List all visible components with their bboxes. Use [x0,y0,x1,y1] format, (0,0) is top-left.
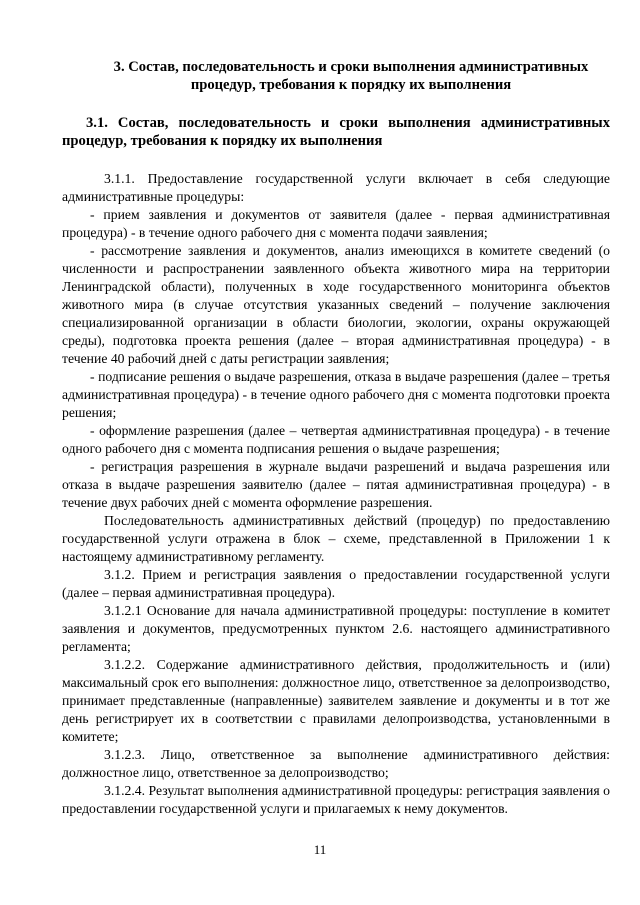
section-title-line2: процедур, требования к порядку их выполнения [190,77,512,93]
paragraph-3-1-2-3: 3.1.2.3. Лицо, ответственное за выполнение административного действия: должностное лицо, ответственное за делопроизводство; [62,747,610,780]
paragraph-3-1-2-1: 3.1.2.1 Основание для начала административной процедуры: поступление в комитет заявления и документов, предусмотренных пунктом 2.6. настоящего административного регламента; [62,603,610,654]
list-item-procedure-1: - прием заявления и документов от заявителя (далее - первая административная процедура) - в течение одного рабочего дня с момента подачи заявления; [62,207,610,240]
list-item-procedure-5: - регистрация разрешения в журнале выдачи разрешений и выдача разрешения или отказа в выдаче разрешения заявителю (далее – пятая административная процедура) - в течение двух рабочих дней с момента оформление разрешения. [62,459,610,510]
section-title-line1: 3. Состав, последовательность и сроки выполнения административных [113,59,589,75]
paragraph-3-1-2-4: 3.1.2.4. Результат выполнения административной процедуры: регистрация заявления о предоставлении государственной услуги и прилагаемых к нему документов. [62,783,610,816]
paragraph-3-1-2: 3.1.2. Прием и регистрация заявления о предоставлении государственной услуги (далее – первая административная процедура). [62,567,610,600]
section-title [62,58,610,94]
list-item-procedure-3: - подписание решения о выдаче разрешения, отказа в выдаче разрешения (далее – третья административная процедура) - в течение одного рабочего дня с момента подготовки проекта решения; [62,369,610,420]
paragraph-3-1-2-2: 3.1.2.2. Содержание административного действия, продолжительность и (или) максимальный срок его выполнения: должностное лицо, ответственное за делопроизводство, принимает представленные (направленные) заявителем заявление и документы и в тот же день регистрирует их в соответствии с правилами делопроизводства, установленными в комитете; [62,657,610,744]
list-item-procedure-4: - оформление разрешения (далее – четвертая административная процедура) - в течение одного рабочего дня с момента подписания решения о выдаче разрешения; [62,423,610,456]
paragraph-sequence: Последовательность административных действий (процедур) по предоставлению государственной услуги отражена в блок – схеме, представленной в Приложении 1 к настоящему административному регламенту. [62,513,610,564]
document-page [62,58,610,818]
list-item-procedure-2: - рассмотрение заявления и документов, анализ имеющихся в комитете сведений (о численности и распространении заявленного объекта животного мира на территории Ленинградской области), полученных в ходе государственного мониторинга объектов животного мира (в случае отсутствия указанных сведений – получение заключения специализированной организации в области биологии, экологии, охраны окружающей среды), подготовка проекта решения (далее – вторая административная процедура) - в течение 40 рабочий дней с даты регистрации заявления; [62,243,610,366]
paragraph-3-1-1: 3.1.1. Предоставление государственной услуги включает в себя следующие административные процедуры: [62,171,610,204]
body-text [62,170,610,818]
page-number: 11 [313,842,327,857]
subsection-title: 3.1. Состав, последовательность и сроки выполнения административных процедур, требования к порядку их выполнения [62,115,610,149]
